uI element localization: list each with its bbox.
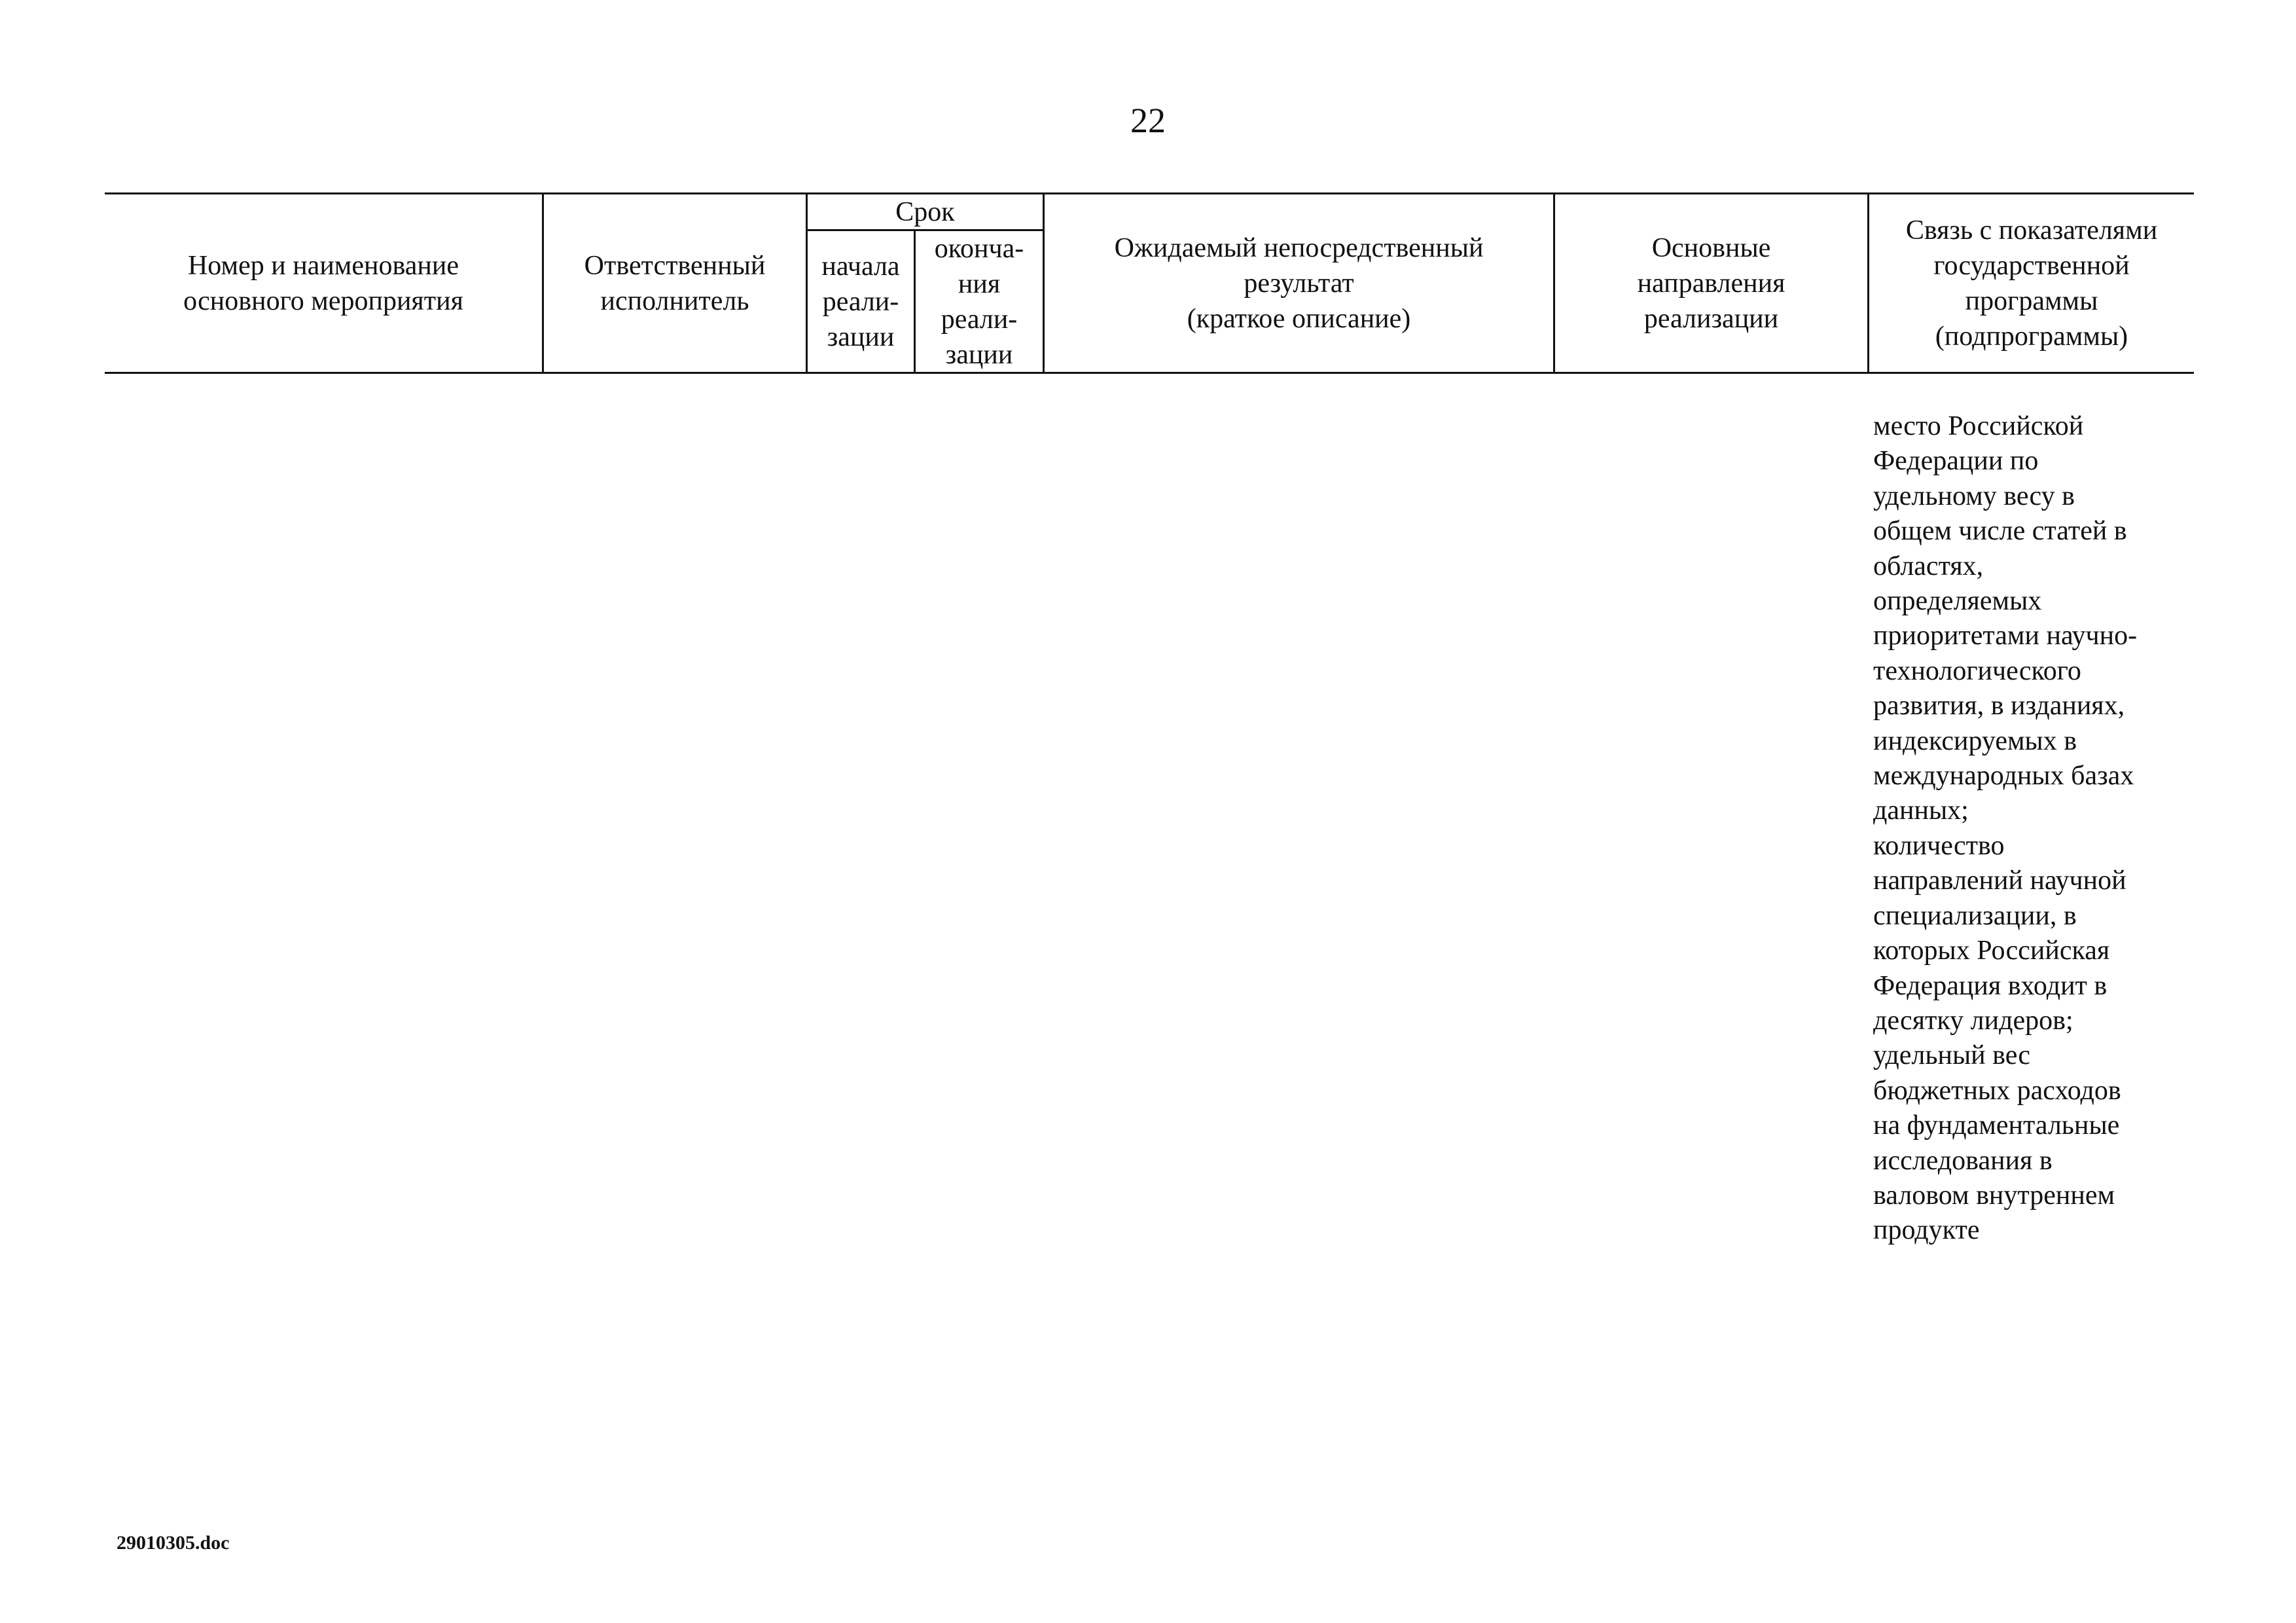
header-term-end: оконча- ния реали- зации: [934, 233, 1024, 370]
header-expected-result: Ожидаемый непосредственный результат (краткое описание): [1114, 232, 1484, 334]
header-responsible-executor: Ответственный исполнитель: [584, 250, 766, 316]
header-term: Срок: [895, 196, 955, 227]
page-number: 22: [1130, 101, 1166, 140]
header-term-start: начала реали- зации: [821, 251, 900, 352]
header-program-indicators: Связь с показателями государственной программы (подпрограммы): [1905, 215, 2158, 352]
program-indicators-cell: место Российской Федерации по удельному весу в общем числе статей в областях, определяемых приоритетами научно- технологического развития, в изданиях, индексируемых в международных базах данных; количество направлений научной специализации, в которых Российская Федерация входит в десятку лидеров; удельный вес бюджетных расходов на фундаментальные исследования в валовом внутреннем продукте: [1873, 411, 2138, 1246]
document-filename: 29010305.doc: [117, 1532, 230, 1554]
header-event-name: Номер и наименование основного мероприятия: [183, 250, 463, 316]
table-header-bottom-rule: [105, 372, 2194, 374]
header-main-directions: Основные направления реализации: [1637, 232, 1785, 334]
